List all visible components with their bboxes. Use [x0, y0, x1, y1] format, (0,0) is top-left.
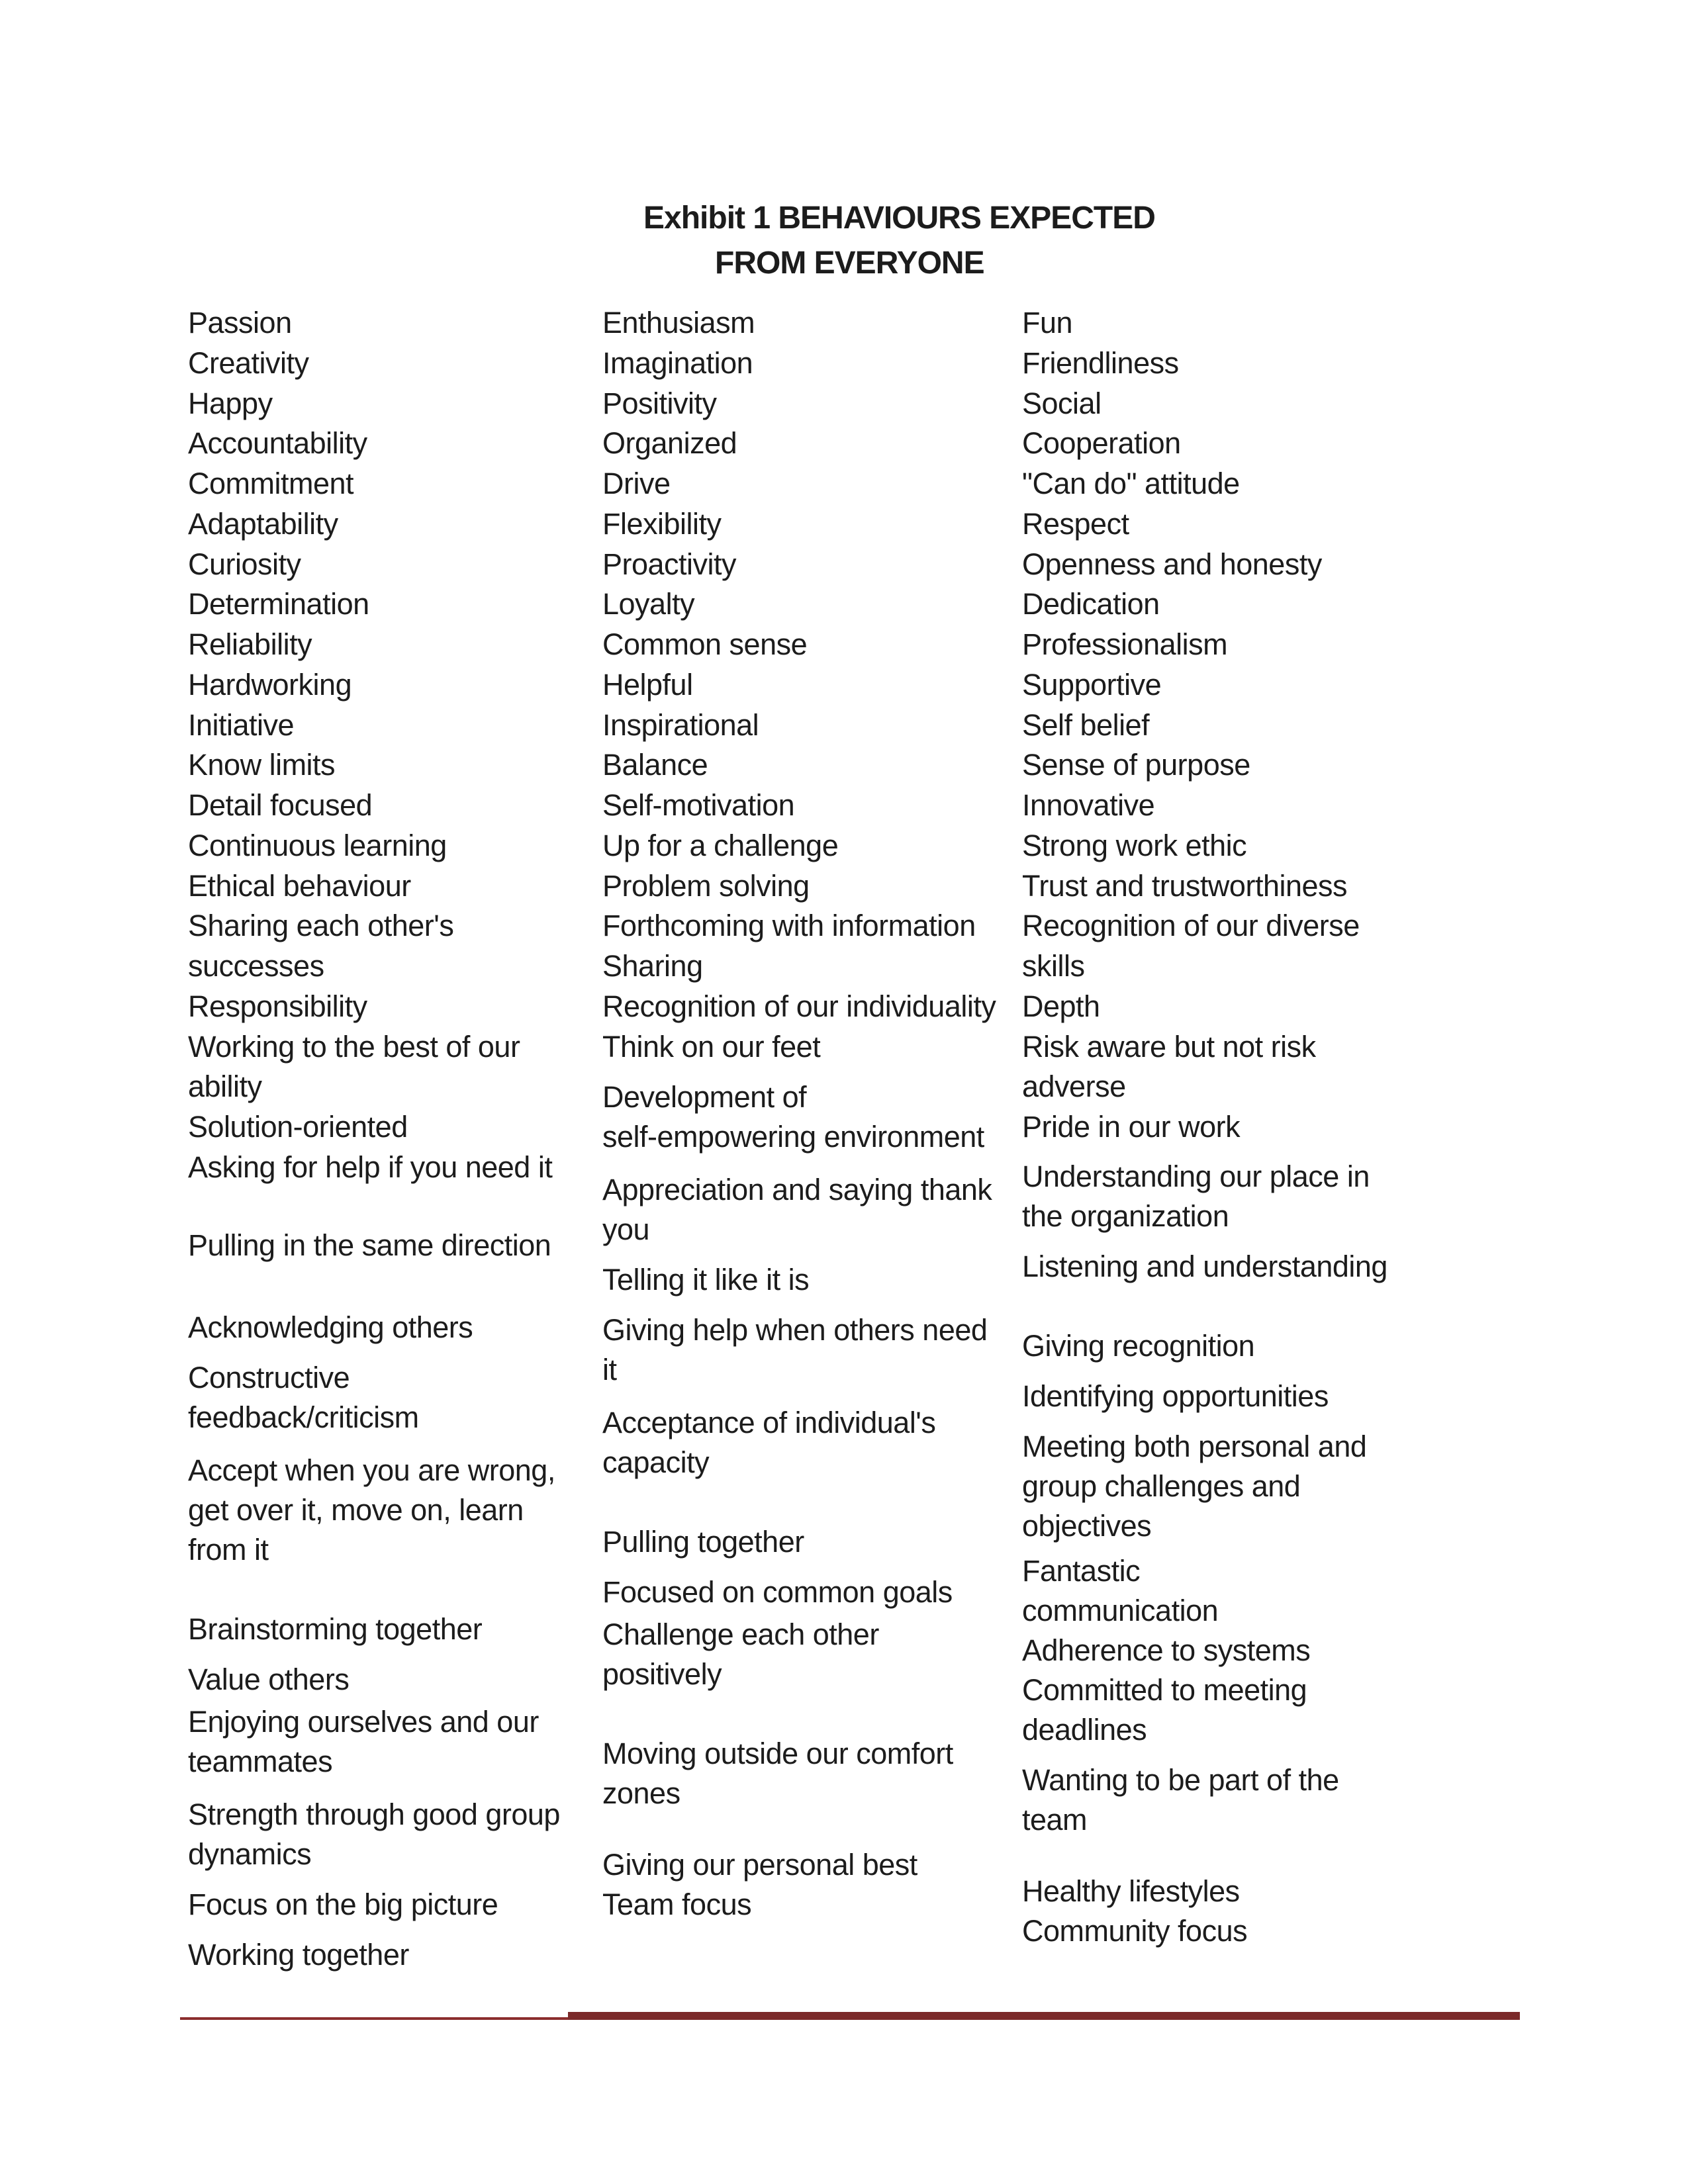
- list-item: Self belief: [1022, 708, 1150, 742]
- list-item: Cooperation: [1022, 426, 1181, 460]
- list-item: Focus on the big picture: [188, 1888, 498, 1921]
- list-item: objectives: [1022, 1509, 1152, 1543]
- list-item: Forthcoming with information: [602, 909, 976, 942]
- list-item: teammates: [188, 1745, 333, 1778]
- list-item: Enjoying ourselves and our: [188, 1705, 539, 1739]
- list-item: Telling it like it is: [602, 1263, 810, 1297]
- list-item: Healthy lifestyles: [1022, 1874, 1240, 1908]
- list-item: feedback/criticism: [188, 1400, 419, 1434]
- list-item: Adaptability: [188, 507, 338, 541]
- list-item: Detail focused: [188, 788, 373, 822]
- list-item: Imagination: [602, 346, 753, 380]
- list-item: Professionalism: [1022, 627, 1228, 661]
- list-item: Solution-oriented: [188, 1110, 408, 1144]
- list-item: dynamics: [188, 1837, 312, 1871]
- list-item: adverse: [1022, 1069, 1126, 1103]
- list-item: Sharing: [602, 949, 703, 983]
- list-item: Responsibility: [188, 989, 367, 1023]
- list-item: Organized: [602, 426, 737, 460]
- list-item: Sharing each other's: [188, 909, 454, 942]
- list-item: Creativity: [188, 346, 309, 380]
- list-item: Working together: [188, 1938, 409, 1972]
- list-item: Curiosity: [188, 547, 301, 581]
- list-item: Team focus: [602, 1888, 752, 1921]
- list-item: Fun: [1022, 306, 1073, 340]
- list-item: Sense of purpose: [1022, 748, 1250, 782]
- list-item: Social: [1022, 387, 1102, 420]
- list-item: Fantastic: [1022, 1554, 1141, 1588]
- list-item: Pride in our work: [1022, 1110, 1241, 1144]
- list-item: Friendliness: [1022, 346, 1179, 380]
- list-item: Trust and trustworthiness: [1022, 869, 1348, 903]
- list-item: Determination: [188, 587, 369, 621]
- list-item: Strength through good group: [188, 1797, 560, 1831]
- list-item: Reliability: [188, 627, 312, 661]
- list-item: zones: [602, 1776, 680, 1810]
- list-item: Positivity: [602, 387, 717, 420]
- list-item: Know limits: [188, 748, 336, 782]
- list-item: Meeting both personal and: [1022, 1430, 1367, 1463]
- list-item: Development of: [602, 1080, 807, 1114]
- footer-rule-thick: [568, 2012, 1520, 2020]
- list-item: team: [1022, 1803, 1088, 1837]
- list-item: Value others: [188, 1662, 350, 1696]
- list-item: Giving our personal best: [602, 1848, 917, 1882]
- list-item: it: [602, 1353, 617, 1387]
- list-item: get over it, move on, learn: [188, 1493, 524, 1527]
- list-item: group challenges and: [1022, 1469, 1301, 1503]
- list-item: Openness and honesty: [1022, 547, 1322, 581]
- list-item: Proactivity: [602, 547, 737, 581]
- list-item: Brainstorming together: [188, 1612, 483, 1646]
- list-item: positively: [602, 1657, 722, 1691]
- list-item: Risk aware but not risk: [1022, 1030, 1316, 1064]
- list-item: Passion: [188, 306, 292, 340]
- list-item: you: [602, 1212, 650, 1246]
- list-item: self-empowering environment: [602, 1120, 984, 1154]
- list-item: Supportive: [1022, 668, 1162, 702]
- list-item: Accountability: [188, 426, 367, 460]
- list-item: Moving outside our comfort: [602, 1737, 953, 1770]
- list-item: Appreciation and saying thank: [602, 1173, 992, 1206]
- list-item: Flexibility: [602, 507, 722, 541]
- title-line-1: Exhibit 1 BEHAVIOURS EXPECTED: [643, 201, 1155, 236]
- list-item: Enthusiasm: [602, 306, 755, 340]
- list-item: Pulling in the same direction: [188, 1228, 551, 1262]
- list-item: Adherence to systems: [1022, 1633, 1311, 1667]
- list-item: ability: [188, 1069, 262, 1103]
- list-item: Working to the best of our: [188, 1030, 520, 1064]
- title-line-2: FROM EVERYONE: [715, 246, 984, 281]
- list-item: Identifying opportunities: [1022, 1379, 1329, 1413]
- list-item: Self-motivation: [602, 788, 795, 822]
- list-item: skills: [1022, 949, 1085, 983]
- list-item: Pulling together: [602, 1525, 804, 1559]
- list-item: Constructive: [188, 1361, 350, 1394]
- list-item: Acknowledging others: [188, 1310, 473, 1344]
- list-item: Giving help when others need: [602, 1313, 988, 1347]
- list-item: Committed to meeting: [1022, 1673, 1307, 1707]
- list-item: Asking for help if you need it: [188, 1150, 553, 1184]
- list-item: successes: [188, 949, 324, 983]
- list-item: Challenge each other: [602, 1617, 879, 1651]
- list-item: Wanting to be part of the: [1022, 1763, 1339, 1797]
- list-item: Common sense: [602, 627, 808, 661]
- list-item: Understanding our place in: [1022, 1160, 1370, 1193]
- list-item: from it: [188, 1533, 269, 1567]
- list-item: Depth: [1022, 989, 1100, 1023]
- list-item: the organization: [1022, 1199, 1229, 1233]
- list-item: Hardworking: [188, 668, 352, 702]
- list-item: Community focus: [1022, 1914, 1248, 1948]
- list-item: Think on our feet: [602, 1030, 821, 1064]
- list-item: Dedication: [1022, 587, 1160, 621]
- list-item: Continuous learning: [188, 829, 447, 862]
- list-item: Happy: [188, 387, 273, 420]
- list-item: Respect: [1022, 507, 1129, 541]
- footer-rule-thin: [180, 2017, 568, 2020]
- list-item: Helpful: [602, 668, 693, 702]
- list-item: Listening and understanding: [1022, 1250, 1387, 1283]
- list-item: Acceptance of individual's: [602, 1406, 936, 1439]
- list-item: Strong work ethic: [1022, 829, 1247, 862]
- list-item: capacity: [602, 1445, 710, 1479]
- list-item: Problem solving: [602, 869, 810, 903]
- list-item: Commitment: [188, 467, 354, 500]
- list-item: Accept when you are wrong,: [188, 1453, 555, 1487]
- list-item: Recognition of our individuality: [602, 989, 996, 1023]
- list-item: communication: [1022, 1594, 1219, 1627]
- list-item: Recognition of our diverse: [1022, 909, 1360, 942]
- list-item: Balance: [602, 748, 708, 782]
- list-item: Innovative: [1022, 788, 1155, 822]
- list-item: Initiative: [188, 708, 295, 742]
- list-item: "Can do" attitude: [1022, 467, 1240, 500]
- list-item: Giving recognition: [1022, 1329, 1255, 1363]
- list-item: Drive: [602, 467, 671, 500]
- list-item: Inspirational: [602, 708, 759, 742]
- list-item: Up for a challenge: [602, 829, 839, 862]
- list-item: Loyalty: [602, 587, 695, 621]
- list-item: deadlines: [1022, 1713, 1147, 1747]
- list-item: Ethical behaviour: [188, 869, 411, 903]
- list-item: Focused on common goals: [602, 1575, 953, 1609]
